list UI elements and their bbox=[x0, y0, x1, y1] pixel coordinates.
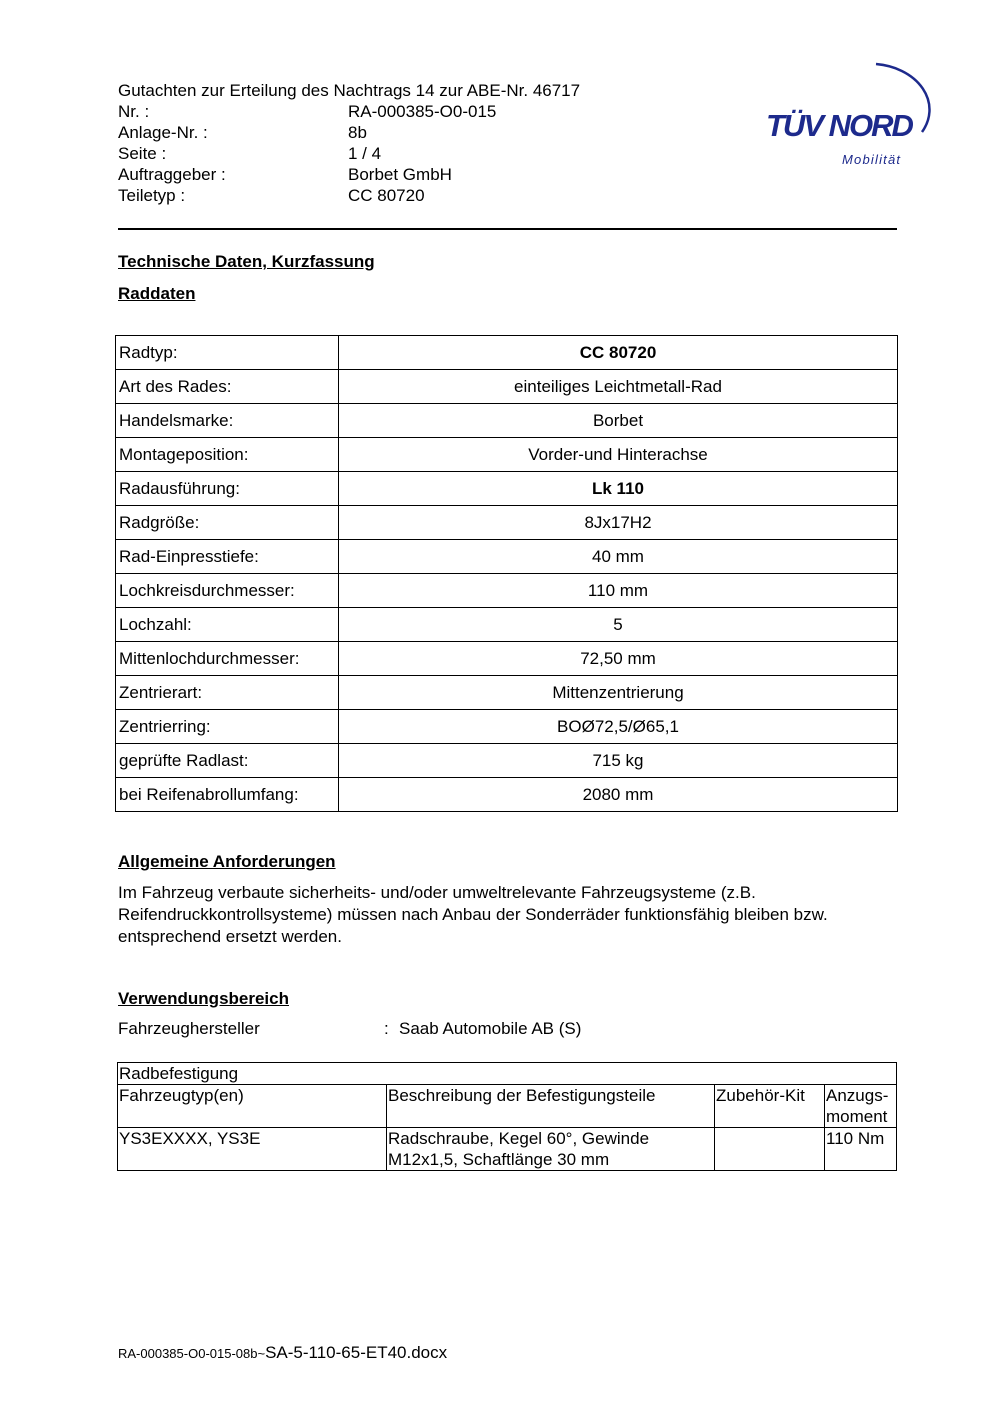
row-label: Mittenlochdurchmesser: bbox=[116, 642, 339, 676]
table-row bbox=[116, 404, 898, 438]
kit-cell bbox=[715, 1128, 825, 1171]
footer-id: RA-000385-O0-015-08b~ bbox=[118, 1346, 266, 1361]
header-row-auftraggeber bbox=[118, 164, 580, 185]
row-value: 40 mm bbox=[339, 540, 898, 574]
table-row bbox=[116, 506, 898, 540]
wheel-data-table bbox=[115, 335, 898, 812]
header-key: Anlage-Nr. : bbox=[118, 123, 208, 142]
row-label: Rad-Einpresstiefe: bbox=[116, 540, 339, 574]
row-label: Zentrierart: bbox=[116, 676, 339, 710]
row-label: Montageposition: bbox=[116, 438, 339, 472]
svg-text:Mobilität: Mobilität bbox=[842, 152, 902, 167]
header-row-teiletyp bbox=[118, 185, 580, 206]
row-value: Mittenzentrierung bbox=[339, 676, 898, 710]
manufacturer-row bbox=[118, 1019, 581, 1039]
manufacturer-label: Fahrzeughersteller bbox=[118, 1019, 260, 1038]
header-row-nr bbox=[118, 101, 580, 122]
requirements-heading: Allgemeine Anforderungen bbox=[118, 852, 336, 871]
header-value: Borbet GmbH bbox=[348, 165, 452, 184]
usage-heading: Verwendungsbereich bbox=[118, 989, 289, 1008]
header-row-anlage bbox=[118, 122, 580, 143]
requirements-text: Im Fahrzeug verbaute sicherheits- und/oder umweltrelevante Fahrzeugsysteme (z.B. Reifendruckkontrollsysteme) müssen nach Anbau der Sonderräder funktionsfähig bleiben bzw. entsprechend ersetzt werden. bbox=[118, 883, 828, 946]
row-label: bei Reifenabrollumfang: bbox=[116, 778, 339, 812]
table-row bbox=[116, 710, 898, 744]
manufacturer-value: Saab Automobile AB (S) bbox=[399, 1019, 582, 1038]
table-row bbox=[116, 608, 898, 642]
table-row bbox=[118, 1128, 897, 1171]
header-key: Teiletyp : bbox=[118, 186, 186, 205]
row-label: Handelsmarke: bbox=[116, 404, 339, 438]
row-value: BOØ72,5/Ø65,1 bbox=[339, 710, 898, 744]
description-cell: Radschraube, Kegel 60°, Gewinde M12x1,5, Schaftlänge 30 mm bbox=[387, 1128, 715, 1171]
row-value: Vorder-und Hinterachse bbox=[339, 438, 898, 472]
column-header: Beschreibung der Befestigungsteile bbox=[387, 1085, 715, 1128]
table-row bbox=[116, 676, 898, 710]
row-value: Borbet bbox=[339, 404, 898, 438]
header-divider bbox=[118, 228, 897, 230]
document-title: Gutachten zur Erteilung des Nachtrags 14 zur ABE-Nr. 46717 bbox=[118, 81, 581, 100]
table-row bbox=[116, 370, 898, 404]
table-row bbox=[116, 472, 898, 506]
tuv-nord-logo bbox=[760, 56, 945, 176]
column-header: Zubehör-Kit bbox=[715, 1085, 825, 1128]
table-row bbox=[116, 336, 898, 370]
attachment-table-title: Radbefestigung bbox=[118, 1063, 897, 1085]
table-row bbox=[116, 642, 898, 676]
row-value: 715 kg bbox=[339, 744, 898, 778]
row-value: CC 80720 bbox=[339, 336, 898, 370]
row-label: Radgröße: bbox=[116, 506, 339, 540]
row-value: einteiliges Leichtmetall-Rad bbox=[339, 370, 898, 404]
attachment-table bbox=[117, 1062, 897, 1171]
row-label: Radausführung: bbox=[116, 472, 339, 506]
row-label: Lochzahl: bbox=[116, 608, 339, 642]
document-header bbox=[118, 80, 580, 206]
row-value: 5 bbox=[339, 608, 898, 642]
header-key: Nr. : bbox=[118, 102, 150, 121]
row-value: Lk 110 bbox=[339, 472, 898, 506]
row-value: 72,50 mm bbox=[339, 642, 898, 676]
header-key: Seite : bbox=[118, 144, 167, 163]
svg-text:TÜV NORD: TÜV NORD bbox=[766, 108, 912, 143]
table-row bbox=[116, 574, 898, 608]
table-header-row bbox=[118, 1085, 897, 1128]
table-title-row bbox=[118, 1063, 897, 1085]
row-label: geprüfte Radlast: bbox=[116, 744, 339, 778]
torque-cell: 110 Nm bbox=[825, 1128, 897, 1171]
header-value: 1 / 4 bbox=[348, 144, 382, 163]
table-row bbox=[116, 438, 898, 472]
table-row bbox=[116, 540, 898, 574]
vehicle-type-cell: YS3EXXXX, YS3E bbox=[118, 1128, 387, 1171]
manufacturer-separator: : bbox=[384, 1019, 389, 1038]
header-row-seite bbox=[118, 143, 580, 164]
row-label: Radtyp: bbox=[116, 336, 339, 370]
column-header: Fahrzeugtyp(en) bbox=[118, 1085, 387, 1128]
row-label: Art des Rades: bbox=[116, 370, 339, 404]
raddaten-heading: Raddaten bbox=[118, 284, 196, 303]
row-label: Lochkreisdurchmesser: bbox=[116, 574, 339, 608]
header-key: Auftraggeber : bbox=[118, 165, 226, 184]
table-row bbox=[116, 744, 898, 778]
section-title: Technische Daten, Kurzfassung bbox=[118, 252, 375, 271]
header-value: 8b bbox=[348, 123, 367, 142]
footer-filename bbox=[118, 1343, 447, 1363]
row-value: 2080 mm bbox=[339, 778, 898, 812]
row-value: 8Jx17H2 bbox=[339, 506, 898, 540]
header-value: RA-000385-O0-015 bbox=[348, 102, 497, 121]
column-header: Anzugs-moment bbox=[825, 1085, 897, 1128]
table-row bbox=[116, 778, 898, 812]
row-value: 110 mm bbox=[339, 574, 898, 608]
row-label: Zentrierring: bbox=[116, 710, 339, 744]
header-value: CC 80720 bbox=[348, 186, 425, 205]
footer-docname: SA-5-110-65-ET40.docx bbox=[265, 1343, 448, 1362]
